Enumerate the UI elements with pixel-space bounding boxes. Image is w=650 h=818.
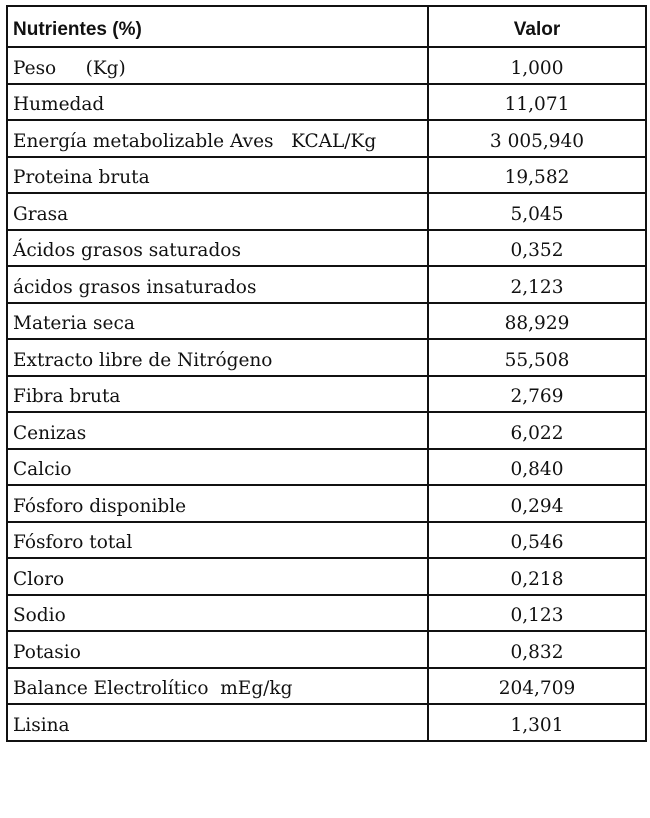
nutrient-name-cell: Energía metabolizable Aves KCAL/Kg	[7, 120, 428, 157]
table-row	[7, 120, 646, 157]
table-row	[7, 522, 646, 559]
nutrient-value-cell: 0,832	[428, 631, 646, 668]
table-row	[7, 84, 646, 121]
header-row	[7, 6, 646, 47]
table-row	[7, 47, 646, 84]
table-row	[7, 157, 646, 194]
nutrient-name-cell: Calcio	[7, 449, 428, 486]
nutrient-value-cell: 1,000	[428, 47, 646, 84]
nutrient-name-cell: Peso (Kg)	[7, 47, 428, 84]
nutrient-value-cell: 0,840	[428, 449, 646, 486]
nutrient-value-cell: 3 005,940	[428, 120, 646, 157]
table-body	[7, 47, 646, 741]
nutrient-value-cell: 2,123	[428, 266, 646, 303]
table-row	[7, 412, 646, 449]
nutrient-value-cell: 19,582	[428, 157, 646, 194]
nutrient-value-cell: 1,301	[428, 704, 646, 741]
table-row	[7, 376, 646, 413]
table-row	[7, 595, 646, 632]
nutrient-name-cell: Fósforo disponible	[7, 485, 428, 522]
table-row	[7, 193, 646, 230]
table-row	[7, 558, 646, 595]
header-nutrients: Nutrientes (%)	[7, 6, 428, 47]
nutrient-value-cell: 204,709	[428, 668, 646, 705]
nutrient-name-cell: Humedad	[7, 84, 428, 121]
table-row	[7, 668, 646, 705]
nutrient-name-cell: Balance Electrolítico mEg/kg	[7, 668, 428, 705]
nutrient-name-cell: ácidos grasos insaturados	[7, 266, 428, 303]
nutrient-name-cell: Extracto libre de Nitrógeno	[7, 339, 428, 376]
nutrient-name-cell: Sodio	[7, 595, 428, 632]
nutrient-value-cell: 0,352	[428, 230, 646, 267]
nutrient-value-cell: 2,769	[428, 376, 646, 413]
table-row	[7, 339, 646, 376]
table-row	[7, 485, 646, 522]
nutrient-value-cell: 0,123	[428, 595, 646, 632]
nutrient-name-cell: Cenizas	[7, 412, 428, 449]
nutrient-name-cell: Proteina bruta	[7, 157, 428, 194]
nutrient-name-cell: Materia seca	[7, 303, 428, 340]
header-value: Valor	[428, 6, 646, 47]
table-row	[7, 449, 646, 486]
nutrient-name-cell: Fibra bruta	[7, 376, 428, 413]
nutrient-name-cell: Cloro	[7, 558, 428, 595]
nutrient-name-cell: Ácidos grasos saturados	[7, 230, 428, 267]
nutrient-table	[6, 5, 647, 742]
nutrient-value-cell: 55,508	[428, 339, 646, 376]
table-row	[7, 303, 646, 340]
table-row	[7, 631, 646, 668]
nutrient-name-cell: Potasio	[7, 631, 428, 668]
nutrient-value-cell: 88,929	[428, 303, 646, 340]
nutrient-name-cell: Lisina	[7, 704, 428, 741]
table-row	[7, 266, 646, 303]
nutrient-value-cell: 0,218	[428, 558, 646, 595]
nutrient-name-cell: Grasa	[7, 193, 428, 230]
nutrient-value-cell: 5,045	[428, 193, 646, 230]
table-row	[7, 704, 646, 741]
nutrient-value-cell: 0,294	[428, 485, 646, 522]
table-row	[7, 230, 646, 267]
nutrient-value-cell: 6,022	[428, 412, 646, 449]
nutrient-value-cell: 11,071	[428, 84, 646, 121]
nutrient-value-cell: 0,546	[428, 522, 646, 559]
nutrient-name-cell: Fósforo total	[7, 522, 428, 559]
